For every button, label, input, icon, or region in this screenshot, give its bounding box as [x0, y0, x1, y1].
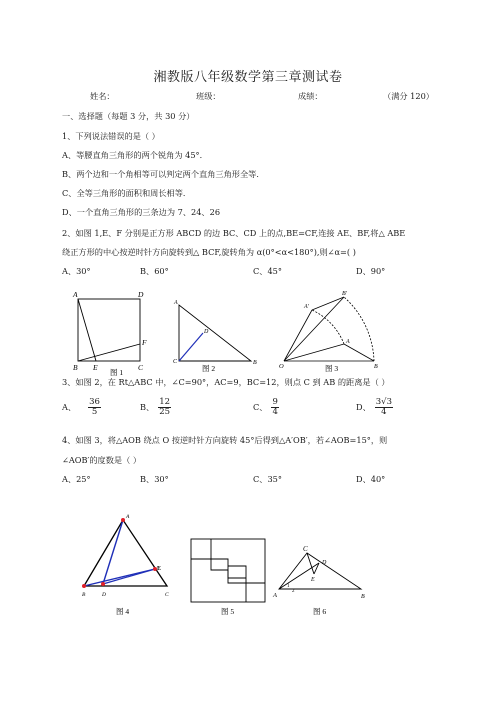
fig6-angle-2: 2 — [292, 589, 295, 594]
q3-option-a-fraction — [88, 398, 101, 417]
q3-option-b — [140, 398, 171, 417]
fig6-label-d: D — [322, 560, 327, 566]
q1-option-a: A、等腰直角三角形的两个锐角为 45°． — [62, 150, 208, 160]
q3-d-denominator: 4 — [381, 407, 387, 417]
fig2-caption: 图 2 — [202, 364, 216, 373]
q3-option-b-fraction — [158, 398, 171, 417]
q3-b-numerator: 12 — [159, 397, 171, 407]
q2-option-c: C、45° — [253, 266, 282, 276]
q3-option-a — [62, 398, 101, 417]
q4-option-a: A、25° — [62, 474, 91, 484]
fig4-label-e: E — [157, 566, 162, 572]
q4-stem-line1: 4、如图 3，将△AOB 绕点 O 按逆时针方向旋转 45°后得到△A′OB′，若∠AOB=15°，则 — [62, 435, 388, 445]
fig2-label-b: B — [253, 360, 257, 366]
q3-option-a-label: A、 — [62, 402, 77, 412]
q4-option-c: C、35° — [253, 474, 282, 484]
q1-option-c: C、全等三角形的面积和周长相等． — [62, 188, 192, 198]
fig4-point-b — [82, 584, 86, 588]
fig1-label-b: B — [73, 363, 78, 372]
q3-option-d — [356, 398, 393, 417]
q4-option-b: B、30° — [140, 474, 169, 484]
fig3-label-a: A — [346, 339, 350, 345]
q3-option-b-label: B、 — [140, 402, 155, 412]
fig2-label-c: C — [173, 359, 178, 365]
fig6-angle-1: 1 — [287, 584, 290, 589]
fig4-caption: 图 4 — [116, 607, 130, 616]
q1-stem: 1、下列说法错误的是（ ） — [62, 131, 160, 141]
figure-6-triangle — [279, 553, 361, 589]
fig3-label-b-prime: B′ — [342, 291, 347, 297]
q2-stem-line1: 2、如图 1,E、F 分别是正方形 ABCD 的边 BC、CD 上的点,BE=CF,连接 AE、BF,将△ ABE — [62, 228, 406, 238]
fig3-label-o: O — [279, 363, 284, 370]
fig4-point-a — [121, 518, 125, 522]
full-score: （满分 120） — [383, 91, 434, 101]
q2-stem-line2: 绕正方形的中心按逆时针方向旋转到△ BCF,旋转角为 α(0°<α<180°),则∠α=( ) — [62, 247, 356, 257]
fig6-label-e: E — [311, 577, 315, 583]
fig4-label-c: C — [165, 592, 169, 598]
figures-row-2 — [78, 508, 378, 623]
fig6-label-c: C — [303, 545, 308, 553]
fig3-caption: 图 3 — [325, 364, 339, 373]
fig4-point-d — [101, 582, 105, 586]
q1-option-d: D、一个直角三角形的三条边为 7、24、26 — [62, 207, 221, 217]
fig1-label-d: D — [138, 290, 144, 299]
q3-stem: 3、如图 2，在 Rt△ABC 中，∠C=90°，AC=9，BC=12，则点 C 到 AB 的距离是（ ） — [62, 377, 390, 387]
fig1-label-f: F — [142, 338, 147, 347]
q2-option-d: D、90° — [356, 266, 386, 276]
figures-row-1 — [66, 288, 396, 378]
q3-a-denominator: 5 — [91, 407, 98, 417]
fig6-caption: 图 6 — [313, 607, 327, 616]
fig1-label-e: E — [93, 363, 98, 372]
fig1-caption: 图 1 — [110, 368, 124, 377]
q1-option-b: B、两个边和一个角相等可以判定两个直角三角形全等． — [62, 169, 265, 179]
q4-option-d: D、40° — [356, 474, 386, 484]
q3-option-c — [253, 398, 279, 417]
fig2-label-a: A — [174, 300, 178, 306]
fig3-label-a-prime: A′ — [304, 304, 309, 310]
figure-4-triangle — [84, 520, 167, 586]
q3-option-d-fraction — [375, 398, 393, 417]
fig3-label-b: B — [374, 364, 378, 370]
section-heading: 一、选择题（每题 3 分，共 30 分） — [62, 111, 195, 121]
q3-c-denominator: 4 — [272, 407, 278, 417]
q3-c-numerator: 9 — [272, 397, 278, 407]
q3-option-d-label: D、 — [356, 402, 371, 412]
fig4-label-a: A — [126, 514, 130, 520]
fig6-label-b: B — [361, 594, 365, 600]
class-label: 班级： — [196, 91, 221, 101]
fig2-label-d: D — [204, 329, 209, 335]
fig4-label-d: D — [102, 592, 106, 598]
fig4-label-b: B — [82, 592, 86, 598]
fig1-label-c: C — [138, 363, 144, 372]
q3-option-c-fraction — [271, 398, 278, 417]
name-label: 姓名： — [90, 91, 115, 101]
q2-option-b: B、60° — [140, 266, 169, 276]
q4-stem-line2: ∠AOB′的度数是（ ） — [62, 455, 142, 465]
score-label: 成绩： — [298, 91, 323, 101]
fig6-label-a: A — [273, 592, 277, 599]
figure-3-rotation — [284, 297, 374, 361]
figure-1-square — [78, 299, 140, 361]
fig5-caption: 图 5 — [221, 607, 235, 616]
q2-option-a: A、30° — [62, 266, 91, 276]
q3-a-numerator: 36 — [89, 397, 100, 407]
page-title: 湘教版八年级数学第三章测试卷 — [153, 70, 343, 85]
q3-b-denominator: 25 — [159, 407, 171, 417]
fig1-label-a: A — [73, 290, 78, 299]
figure-5-square — [191, 539, 265, 602]
q3-option-c-label: C、 — [253, 402, 268, 412]
q3-d-numerator: 3√3 — [375, 397, 392, 407]
figure-2-triangle — [179, 305, 251, 361]
